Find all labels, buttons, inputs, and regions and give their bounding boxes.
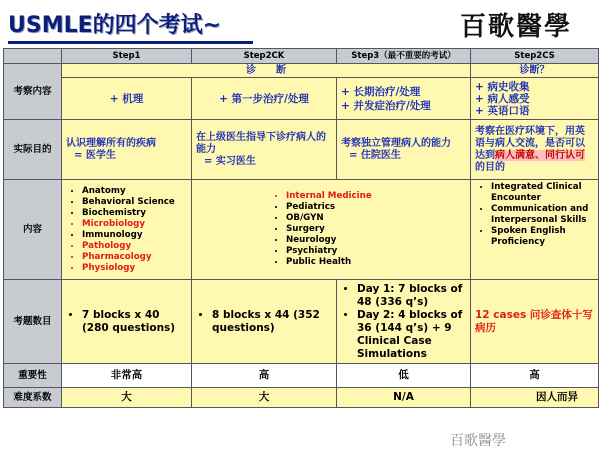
question-count-row xyxy=(4,280,599,364)
exam-content-step3: + 长期治疗/处理 + 并发症治疗/处理 xyxy=(337,78,471,120)
list-item: • OB/GYN xyxy=(286,213,466,224)
difficulty-step2ck: 大 xyxy=(192,388,337,408)
clinical-subject-list xyxy=(196,191,466,268)
list-item: • Immunology xyxy=(82,230,187,241)
logo: 百歌醫學 xyxy=(460,12,573,42)
purpose-step2ck: 在上级医生指导下诊疗病人的能力 = 实习医生 xyxy=(192,120,337,180)
cs-component-list xyxy=(475,182,594,248)
usmle-comparison-table xyxy=(3,48,599,408)
list-item: • Pathology xyxy=(82,241,187,252)
col-header-step2ck: Step2CK xyxy=(192,49,337,64)
exam-content-step1: + 机理 xyxy=(62,78,192,120)
row-label-difficulty: 难度系数 xyxy=(4,388,62,408)
difficulty-step1: 大 xyxy=(62,388,192,408)
row-label-purpose: 实际目的 xyxy=(4,120,62,180)
purpose-step3: 考察独立管理病人的能力 = 住院医生 xyxy=(337,120,471,180)
list-item: • Neurology xyxy=(286,235,466,246)
list-item: • Surgery xyxy=(286,224,466,235)
header-row xyxy=(4,49,599,64)
importance-step1: 非常高 xyxy=(62,364,192,388)
list-item: • Spoken English Proficiency xyxy=(491,226,594,248)
content-row xyxy=(4,180,599,280)
col-header-step3: Step3（最不重要的考试） xyxy=(337,49,471,64)
list-item: • Psychiatry xyxy=(286,246,466,257)
list-item: • Physiology xyxy=(82,263,187,274)
difficulty-step3: N/A xyxy=(337,388,471,408)
difficulty-step2cs: 因人而异 xyxy=(471,388,599,408)
diagnosis-header: 诊 断 xyxy=(62,64,471,78)
list-item: • Biochemistry xyxy=(82,208,187,219)
row-label-importance: 重要性 xyxy=(4,364,62,388)
exam-content-step2ck: + 第一步治疗/处理 xyxy=(192,78,337,120)
col-header-step2cs: Step2CS xyxy=(471,49,599,64)
row-label-exam-content: 考察内容 xyxy=(4,64,62,120)
importance-step2ck: 高 xyxy=(192,364,337,388)
difficulty-row xyxy=(4,388,599,408)
list-item: • Communication and Interpersonal Skills xyxy=(491,204,594,226)
questions-step1: • 7 blocks x 40 (280 questions) xyxy=(62,280,192,364)
questions-step2cs: 12 cases 问诊查体十写病历 xyxy=(471,280,599,364)
step1-subject-list xyxy=(66,186,187,274)
col-header-step1: Step1 xyxy=(62,49,192,64)
list-item: • Public Health xyxy=(286,257,466,268)
exam-content-step2cs: + 病史收集 + 病人感受 + 英语口语 xyxy=(471,78,599,120)
list-item: • Internal Medicine xyxy=(286,191,466,202)
corner-cell xyxy=(4,49,62,64)
diagnosis-subheader-row xyxy=(4,64,599,78)
watermark-text: 百歌醫學 xyxy=(450,433,506,449)
content-step1 xyxy=(62,180,192,280)
list-item: • Behavioral Science xyxy=(82,197,187,208)
list-item: • Pediatrics xyxy=(286,202,466,213)
importance-step3: 低 xyxy=(337,364,471,388)
questions-step2ck: • 8 blocks x 44 (352 questions) xyxy=(192,280,337,364)
list-item: • Integrated Clinical Encounter xyxy=(491,182,594,204)
questions-step3: • Day 1: 7 blocks of 48 (336 q’s) • Day 2: 4 blocks of 36 (144 q’s) + 9 Clinical Case Simulations xyxy=(337,280,471,364)
importance-row xyxy=(4,364,599,388)
row-label-question-count: 考题数目 xyxy=(4,280,62,364)
list-item: • Anatomy xyxy=(82,186,187,197)
purpose-step2cs: 考察在医疗环境下，用英语与病人交流，是否可以达到病人满意、同行认可的目的 xyxy=(471,120,599,180)
purpose-row xyxy=(4,120,599,180)
cs-diagnosis-header: 诊断？ xyxy=(471,64,599,78)
list-item: • Microbiology xyxy=(82,219,187,230)
slide-title: USMLE的四个考试~ xyxy=(8,13,222,38)
title-underline xyxy=(8,41,253,44)
content-clinical xyxy=(192,180,471,280)
highlight-text: 病人满意、同行认可 xyxy=(495,149,585,161)
row-label-content: 内容 xyxy=(4,180,62,280)
importance-step2cs: 高 xyxy=(471,364,599,388)
content-step2cs xyxy=(471,180,599,280)
purpose-step1: 认识理解所有的疾病 = 医学生 xyxy=(62,120,192,180)
exam-content-row xyxy=(4,78,599,120)
list-item: • Pharmacology xyxy=(82,252,187,263)
